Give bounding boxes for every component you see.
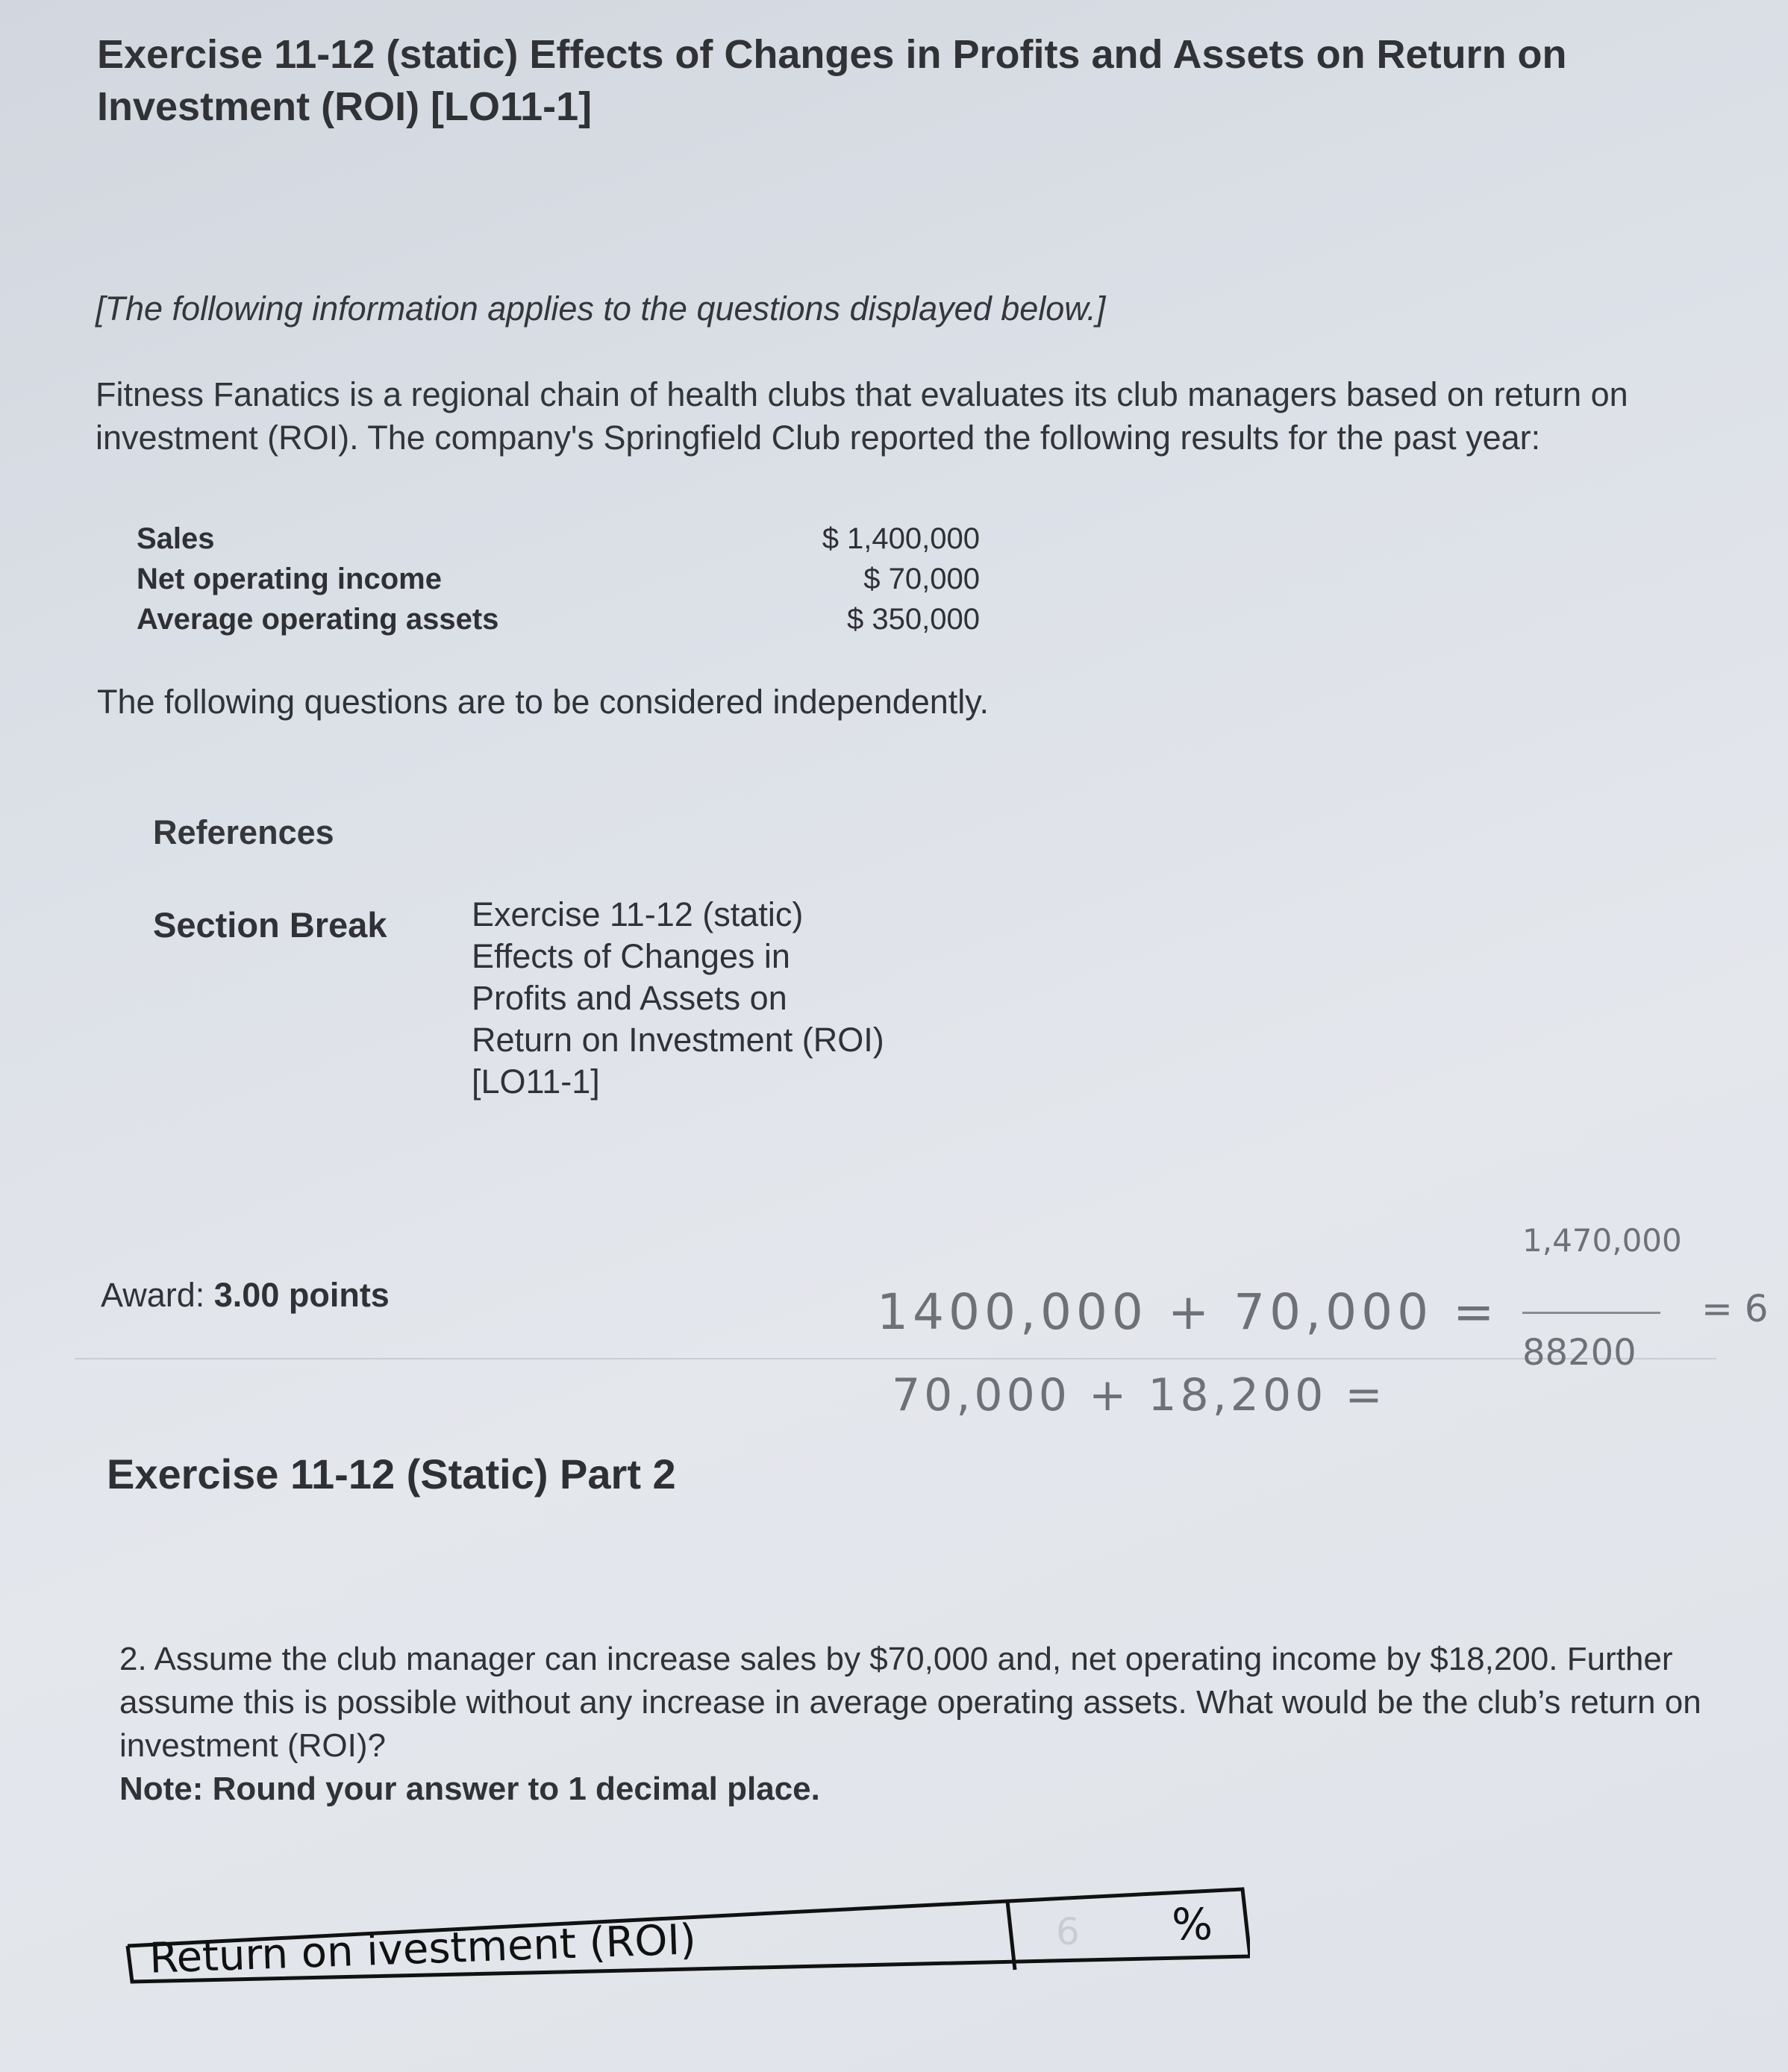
award-prefix: Award: — [101, 1276, 205, 1314]
section-break-label: Section Break — [153, 905, 387, 945]
divider — [75, 1358, 1716, 1359]
intro-text: [The following information applies to the questions displayed below.] — [96, 289, 1106, 328]
answer-table — [123, 1880, 1250, 1985]
handwritten-equals-result: = 6 — [1701, 1287, 1769, 1330]
financials-label: Average operating assets — [137, 603, 499, 636]
problem-description: Fitness Fanatics is a regional chain of health clubs that evaluates its club managers based on return on investment (ROI). The company's Springfield Club reported the following results for the past year: — [96, 375, 1628, 457]
section-break-text: Exercise 11-12 (static) Effects of Changes in Profits and Assets on Return on Investment (ROI) [LO11-1] — [472, 895, 884, 1101]
question-block — [119, 1638, 1724, 1811]
fraction-bar — [1522, 1312, 1660, 1314]
handwritten-numerator: 1,470,000 — [1522, 1222, 1682, 1259]
financials-value: $ 1,400,000 — [822, 522, 980, 555]
references-heading[interactable]: References — [153, 813, 334, 851]
exercise-title: Exercise 11-12 (static) Effects of Changes in Profits and Assets on Return on Investment (ROI) [LO11-1] — [97, 32, 1567, 129]
handwritten-line-1: 1400,000 + 70,000 = — [877, 1283, 1499, 1341]
handwritten-line-2: 70,000 + 18,200 = — [892, 1369, 1387, 1421]
award-points-value: 3.00 points — [213, 1276, 390, 1314]
question-text: 2. Assume the club manager can increase sales by $70,000 and, net operating income by $18,200. Further assume this is possible without any increase in average operating assets. What would be the club’s return on investment (ROI)? — [119, 1641, 1701, 1764]
financials-row-net-operating-income — [137, 563, 980, 603]
financials-row-average-operating-assets — [137, 603, 980, 643]
independent-note: The following questions are to be considered independently. — [97, 683, 989, 721]
handwritten-denominator: 88200 — [1522, 1332, 1637, 1374]
financials-row-sales — [137, 522, 980, 563]
part-title: Exercise 11-12 (Static) Part 2 — [107, 1450, 676, 1497]
answer-label-handwritten: Return on ivestment (ROI) — [149, 1915, 697, 1983]
award-points — [101, 1276, 390, 1315]
financials-value: $ 350,000 — [847, 603, 980, 636]
financials-label: Net operating income — [137, 563, 442, 595]
financials-label: Sales — [137, 522, 215, 555]
financials-value: $ 70,000 — [863, 563, 980, 595]
percent-sign: % — [1172, 1899, 1213, 1950]
question-note: Note: Round your answer to 1 decimal place. — [119, 1771, 820, 1807]
answer-value-faint[interactable]: 6 — [1056, 1910, 1080, 1953]
